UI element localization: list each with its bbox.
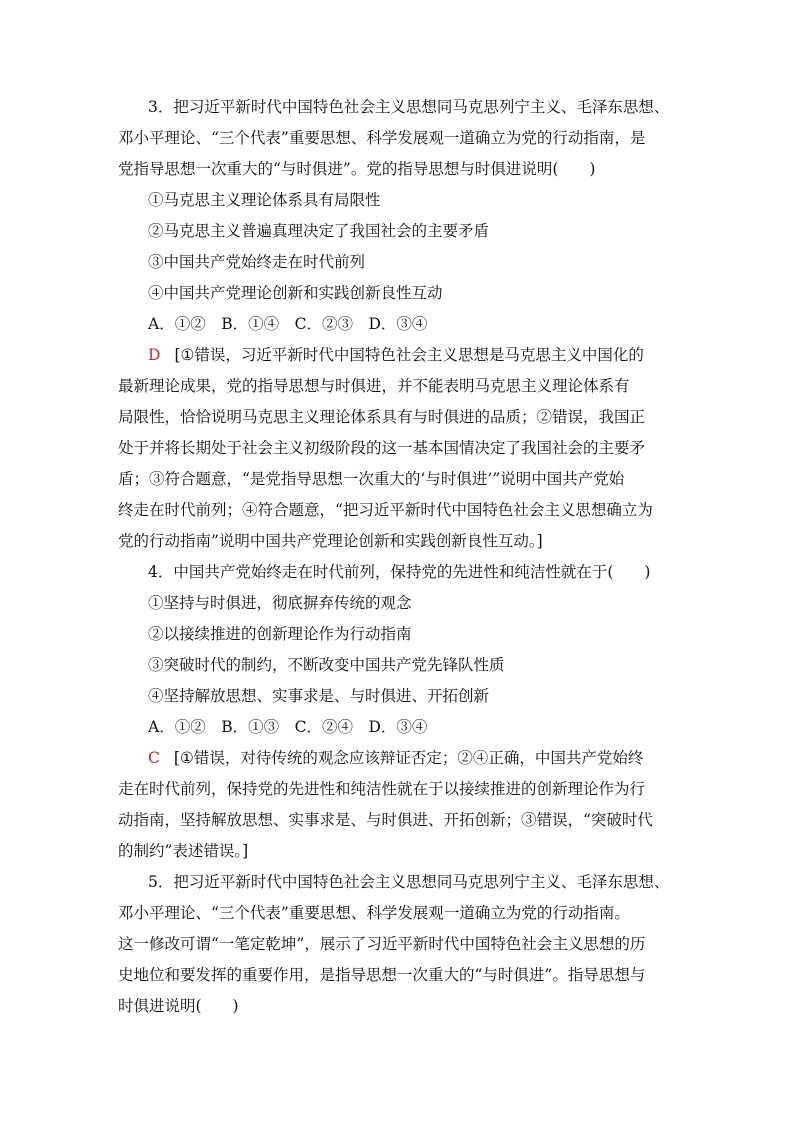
q4-explanation-line-4: 的制约”表述错误。] — [118, 842, 249, 860]
q4-option-3: ③突破时代的制约，不断改变中国共产党先锋队性质 — [148, 656, 505, 674]
q3-option-3: ③中国共产党始终走在时代前列 — [148, 253, 366, 271]
q3-stem-line-1: 3．把习近平新时代中国特色社会主义思想同马克思列宁主义、毛泽东思想、 — [148, 98, 670, 116]
q4-option-2: ②以接续推进的创新理论作为行动指南 — [148, 625, 412, 643]
q3-explanation-line-2: 最新理论成果，党的指导思想与时俱进，并不能表明马克思主义理论体系有 — [118, 377, 630, 395]
q3-explanation-line-5: 盾；③符合题意，“是党指导思想一次重大的‘与时俱进’”说明中国共产党始 — [118, 470, 625, 488]
q4-explanation-line-1: [①错误，对待传统的观念应该辩证否定；②④正确，中国共产党始终 — [173, 749, 644, 767]
q3-option-2: ②马克思主义普遍真理决定了我国社会的主要矛盾 — [148, 222, 490, 240]
q3-explanation-line-7: 党的行动指南”说明中国共产党理论创新和实践创新良性互动。] — [118, 532, 543, 550]
q5-stem-line-1: 5．把习近平新时代中国特色社会主义思想同马克思列宁主义、毛泽东思想、 — [148, 873, 670, 891]
q3-option-1: ①马克思主义理论体系具有局限性 — [148, 191, 381, 209]
q5-stem-line-5: 时俱进说明( ) — [118, 997, 239, 1015]
q3-answer-line — [148, 345, 644, 365]
q5-stem-line-4: 史地位和要发挥的重要作用，是指导思想一次重大的“与时俱进”。指导思想与 — [118, 966, 646, 984]
q4-option-1: ①坚持与时俱进，彻底摒弃传统的观念 — [148, 594, 412, 612]
q4-choices: A．①② B．①③ C．②④ D．③④ — [148, 718, 428, 736]
q3-option-4: ④中国共产党理论创新和实践创新良性互动 — [148, 284, 443, 302]
q4-stem-line-1: 4．中国共产党始终走在时代前列，保持党的先进性和纯洁性就在于( ) — [148, 563, 651, 581]
q3-explanation-line-3: 局限性，恰恰说明马克思主义理论体系具有与时俱进的品质；②错误，我国正 — [118, 408, 646, 426]
q4-explanation-line-2: 走在时代前列，保持党的先进性和纯洁性就在于以接续推进的创新理论作为行 — [118, 780, 646, 798]
q4-option-4: ④坚持解放思想、实事求是、与时俱进、开拓创新 — [148, 687, 490, 705]
q4-answer-line — [148, 748, 643, 768]
q3-choices: A．①② B．①④ C．②③ D．③④ — [148, 315, 428, 333]
q3-stem-line-2: 邓小平理论、“三个代表”重要思想、科学发展观一道确立为党的行动指南，是 — [118, 129, 646, 147]
q4-explanation-line-3: 动指南，坚持解放思想、实事求是、与时俱进、开拓创新；③错误，“突破时代 — [118, 811, 653, 829]
q5-stem-line-3: 这一修改可谓“一笔定乾坤”，展示了习近平新时代中国特色社会主义思想的历 — [118, 935, 646, 953]
q3-explanation-line-1: [①错误，习近平新时代中国特色社会主义思想是马克思主义中国化的 — [174, 346, 644, 364]
q4-answer-letter: C — [148, 749, 160, 767]
q3-stem-line-3: 党指导思想一次重大的“与时俱进”。党的指导思想与时俱进说明( ) — [118, 160, 596, 178]
q3-explanation-line-6: 终走在时代前列；④符合题意，“把习近平新时代中国特色社会主义思想确立为 — [118, 501, 653, 519]
q5-stem-line-2: 邓小平理论、“三个代表”重要思想、科学发展观一道确立为党的行动指南。 — [118, 904, 630, 922]
q3-explanation-line-4: 处于并将长期处于社会主义初级阶段的这一基本国情决定了我国社会的主要矛 — [118, 439, 646, 457]
q3-answer-letter: D — [148, 346, 161, 364]
